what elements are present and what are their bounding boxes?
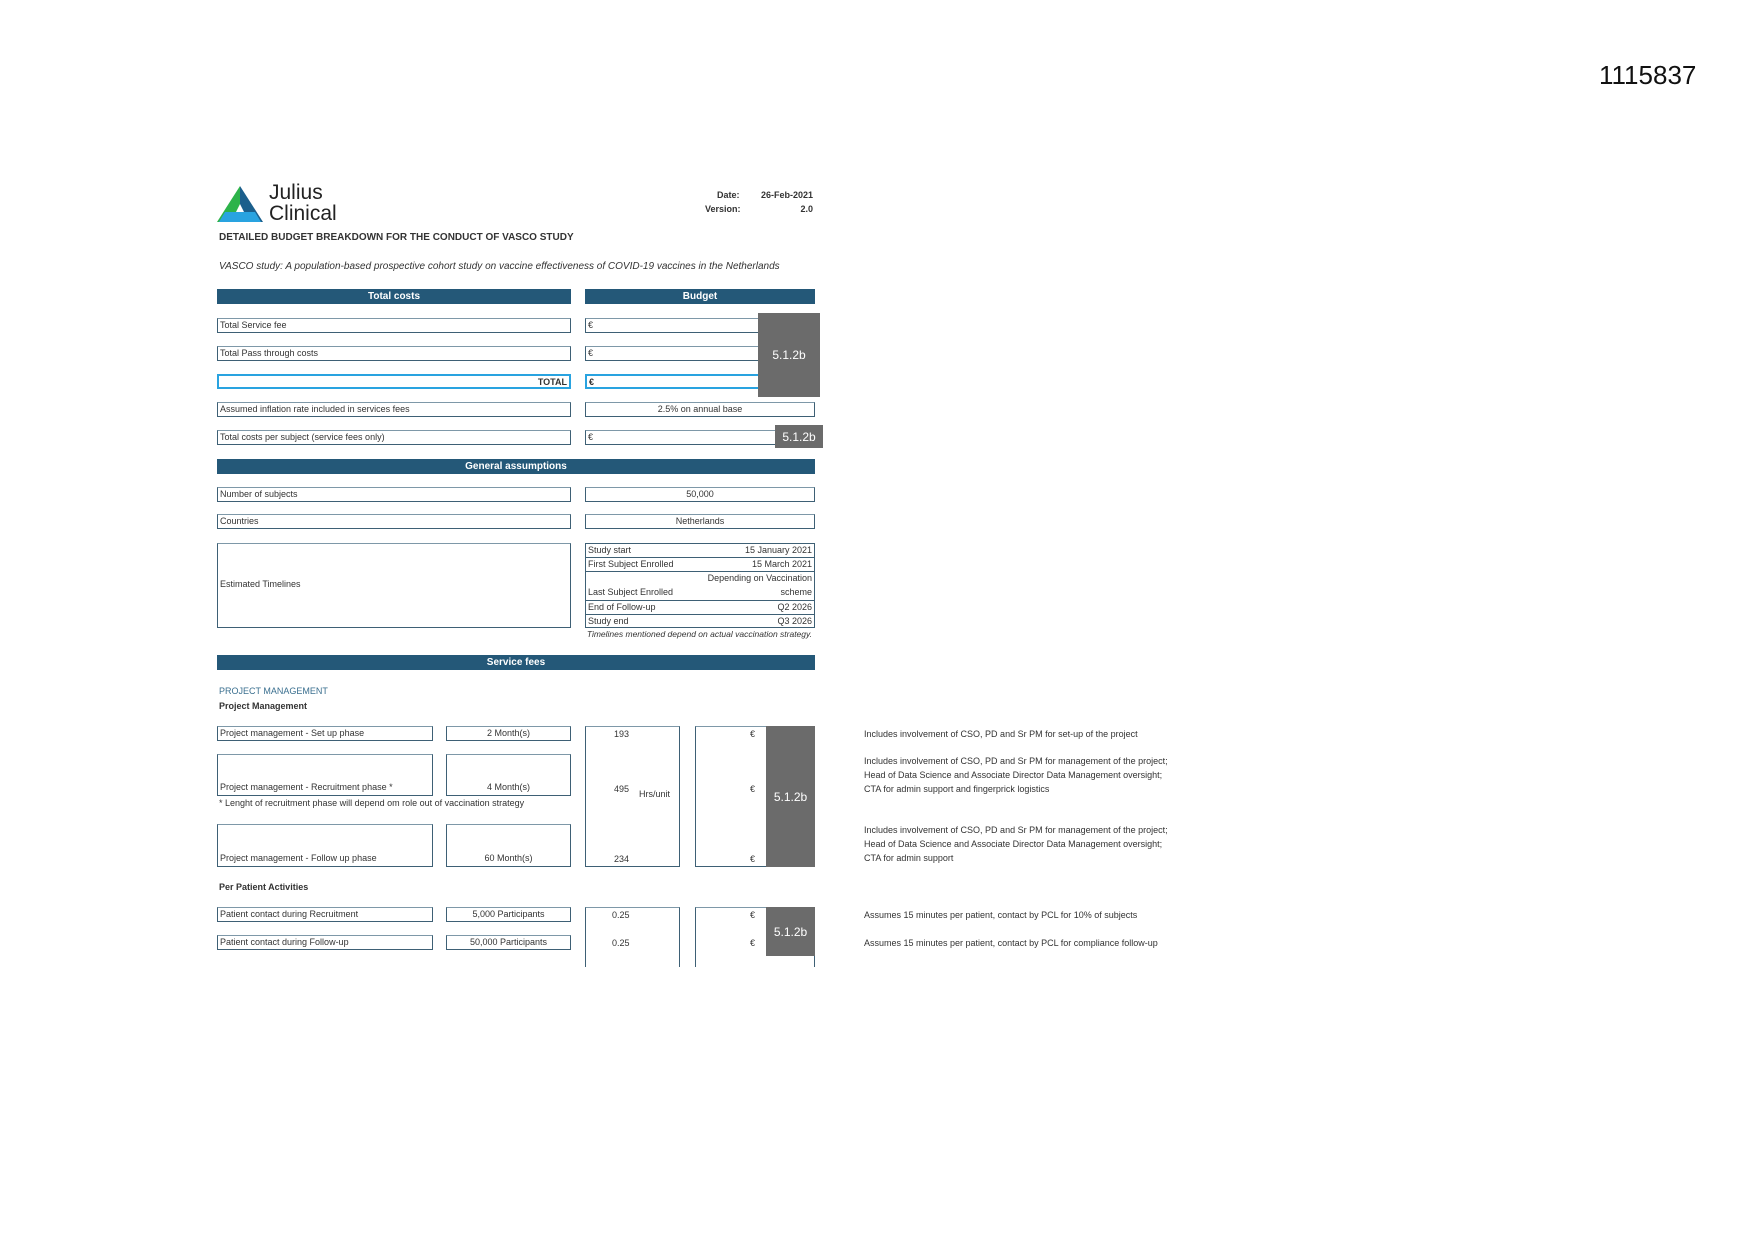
timelines-table <box>585 543 815 628</box>
logo-line2: Clinical <box>269 202 337 225</box>
cost-per-subject-value: € <box>585 430 815 445</box>
logo-triangle-icon <box>217 186 263 224</box>
section-label: PROJECT MANAGEMENT <box>219 686 328 696</box>
pm-row-units: 4 Month(s) <box>446 754 571 796</box>
pm-note <box>864 727 1138 741</box>
timeline-value: Q3 2026 <box>777 616 812 626</box>
subjects-label: Number of subjects <box>217 487 571 502</box>
hrs-unit-label: Hrs/unit <box>639 789 671 799</box>
document-subtitle: VASCO study: A population-based prospective cohort study on vaccine effectiveness of COVID-19 vaccines in the Netherlands <box>219 261 780 272</box>
note-line: Includes involvement of CSO, PD and Sr PM for management of the project; <box>864 756 1168 766</box>
pass-through-value: € <box>585 346 815 361</box>
timeline-label: Last Subject Enrolled <box>588 587 674 597</box>
ppa-row-units: 5,000 Participants <box>446 907 571 922</box>
timeline-label: Study end <box>588 616 629 626</box>
timeline-row <box>586 572 814 601</box>
document-title: DETAILED BUDGET BREAKDOWN FOR THE CONDUCT OF VASCO STUDY <box>219 232 574 243</box>
timeline-value: 15 January 2021 <box>744 545 812 555</box>
logo-line1: Julius <box>269 181 323 204</box>
pm-footnote: * Lenght of recruitment phase will depend om role out of vaccination strategy <box>219 798 525 808</box>
ppa-cost: € <box>750 910 756 920</box>
ppa-hours-box <box>585 907 680 967</box>
redaction-box: 5.1.2b <box>766 726 815 867</box>
note-line: CTA for admin support and fingerprick logistics <box>864 784 1050 794</box>
pm-row-units: 60 Month(s) <box>446 824 571 867</box>
pass-through-label: Total Pass through costs <box>217 346 571 361</box>
note-line: Includes involvement of CSO, PD and Sr PM for management of the project; <box>864 825 1168 835</box>
note-line: CTA for admin support <box>864 853 954 863</box>
cost-per-subject-label: Total costs per subject (service fees only) <box>217 430 571 445</box>
pm-hours: 495 <box>614 784 630 794</box>
subsection-label: Per Patient Activities <box>219 882 309 892</box>
subjects-value: 50,000 <box>585 487 815 502</box>
inflation-label: Assumed inflation rate included in services fees <box>217 402 571 417</box>
service-fees-header: Service fees <box>217 655 815 670</box>
version-label: Version: <box>705 204 741 214</box>
date-value: 26-Feb-2021 <box>760 190 813 200</box>
total-costs-header: Total costs <box>217 289 571 304</box>
pm-hours: 193 <box>614 729 630 739</box>
timeline-row <box>586 615 814 628</box>
note-line: Includes involvement of CSO, PD and Sr PM for set-up of the project <box>864 729 1138 739</box>
total-service-fee-label: Total Service fee <box>217 318 571 333</box>
total-service-fee-value: € <box>585 318 815 333</box>
timeline-value: scheme <box>780 587 812 597</box>
pm-row-label: Project management - Follow up phase <box>217 824 433 867</box>
redaction-box: 5.1.2b <box>758 313 820 397</box>
timeline-value: Depending on Vaccination <box>707 573 812 583</box>
timeline-label: End of Follow-up <box>588 602 656 612</box>
document-id: 1115837 <box>1599 60 1697 90</box>
pm-row-label: Project management - Set up phase <box>217 726 433 741</box>
subsection-label: Project Management <box>219 701 308 711</box>
ppa-hours: 0.25 <box>612 910 630 920</box>
pm-cost: € <box>750 729 756 739</box>
timeline-label: Study start <box>588 545 632 555</box>
pm-note <box>864 823 1168 865</box>
general-assumptions-header: General assumptions <box>217 459 815 474</box>
ppa-row-units: 50,000 Participants <box>446 935 571 950</box>
ppa-hours: 0.25 <box>612 938 630 948</box>
timeline-row <box>586 544 814 558</box>
ppa-cost: € <box>750 938 756 948</box>
total-label: TOTAL <box>217 374 571 389</box>
budget-header: Budget <box>585 289 815 304</box>
pm-note <box>864 754 1168 796</box>
timeline-value: Q2 2026 <box>777 602 812 612</box>
ppa-row-label: Patient contact during Follow-up <box>217 935 433 950</box>
timelines-note: Timelines mentioned depend on actual vaccination strategy. <box>586 629 812 639</box>
pm-row-units: 2 Month(s) <box>446 726 571 741</box>
pm-hours-box <box>585 726 680 867</box>
pm-cost: € <box>750 854 756 864</box>
note-line: Head of Data Science and Associate Director Data Management oversight; <box>864 770 1163 780</box>
timeline-value: 15 March 2021 <box>751 559 812 569</box>
version-value: 2.0 <box>800 204 813 214</box>
date-label: Date: <box>717 190 740 200</box>
pm-hours: 234 <box>614 854 630 864</box>
timeline-label: First Subject Enrolled <box>588 559 674 569</box>
redaction-box: 5.1.2b <box>775 425 823 448</box>
ppa-note: Assumes 15 minutes per patient, contact by PCL for 10% of subjects <box>864 910 1138 920</box>
ppa-note: Assumes 15 minutes per patient, contact by PCL for compliance follow-up <box>864 938 1158 948</box>
note-line: Head of Data Science and Associate Director Data Management oversight; <box>864 839 1163 849</box>
countries-label: Countries <box>217 514 571 529</box>
ppa-row-label: Patient contact during Recruitment <box>217 907 433 922</box>
timeline-row <box>586 601 814 615</box>
inflation-value: 2.5% on annual base <box>585 402 815 417</box>
countries-value: Netherlands <box>585 514 815 529</box>
pm-row-label: Project management - Recruitment phase * <box>217 754 433 796</box>
timeline-row <box>586 558 814 572</box>
total-value: € <box>585 374 815 389</box>
timelines-label: Estimated Timelines <box>217 543 571 628</box>
redaction-box: 5.1.2b <box>766 907 815 956</box>
pm-cost: € <box>750 784 756 794</box>
